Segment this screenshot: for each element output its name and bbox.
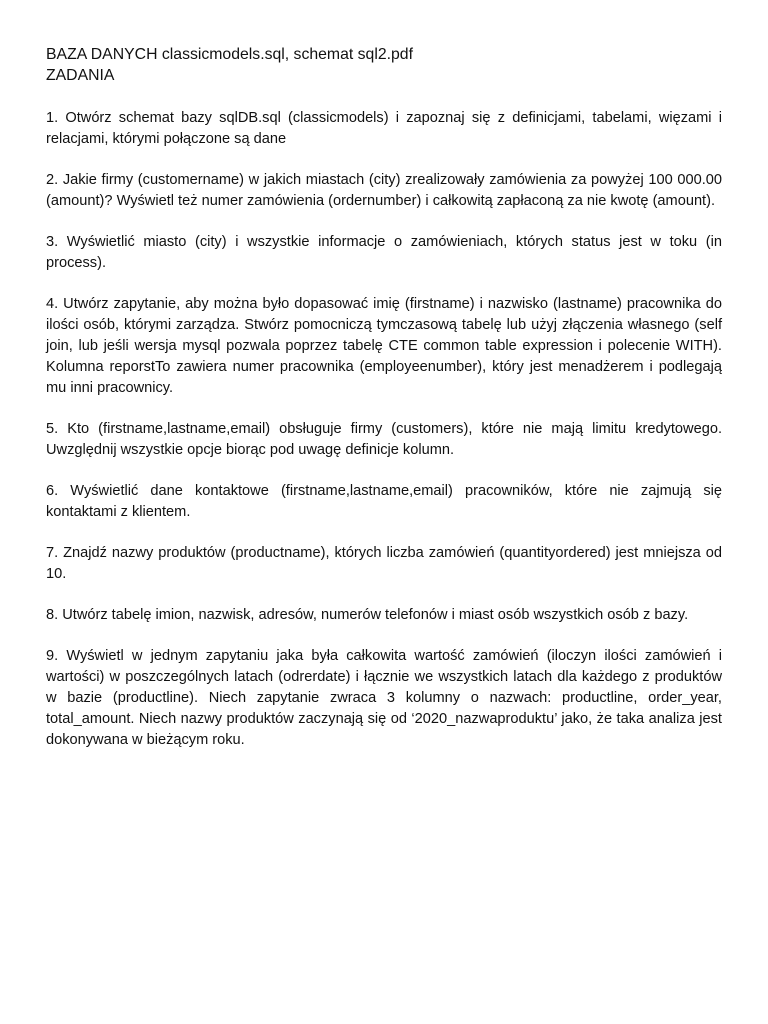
task-8: 8. Utwórz tabelę imion, nazwisk, adresów, numerów telefonów i miast osób wszystkich osób z bazy. [46, 607, 689, 623]
document-page [46, 44, 722, 771]
task-6: 6. Wyświetlić dane kontaktowe (firstname,lastname,email) pracowników, które nie zajmują się kontaktami z klientem. [46, 483, 722, 520]
task-7: 7. Znajdź nazwy produktów (productname), których liczba zamówień (quantityordered) jest mniejsza od 10. [46, 545, 722, 582]
task-4: 4. Utwórz zapytanie, aby można było dopasować imię (firstname) i nazwisko (lastname) pracownika do ilości osób, którymi zarządza. Stwórz pomocniczą tymczasową tabelę lub użyj złączenia własnego (self join, lub jeśli wersja mysql pozwala poprzez tabelę CTE common table expression i polecenie WITH). Kolumna reporstTo zawiera numer pracownika (employeenumber), który jest menadżerem i podlegają mu inni pracownicy. [46, 296, 722, 396]
task-3: 3. Wyświetlić miasto (city) i wszystkie informacje o zamówieniach, których status jest w toku (in process). [46, 234, 722, 271]
task-5: 5. Kto (firstname,lastname,email) obsługuje firmy (customers), które nie mają limitu kredytowego. Uwzględnij wszystkie opcje biorąc pod uwagę definicje kolumn. [46, 421, 722, 458]
document-subtitle: ZADANIA [46, 67, 115, 84]
task-2: 2. Jakie firmy (customername) w jakich miastach (city) zrealizowały zamówienia za powyżej 100 000.00 (amount)? Wyświetl też numer zamówienia (ordernumber) i całkowitą zapłaconą za nie kwotę (amount). [46, 172, 722, 209]
document-header [46, 44, 722, 86]
task-1: 1. Otwórz schemat bazy sqlDB.sql (classicmodels) i zapoznaj się z definicjami, tabelami, więzami i relacjami, którymi połączone są dane [46, 110, 722, 147]
task-9: 9. Wyświetl w jednym zapytaniu jaka była całkowita wartość zamówień (iloczyn ilości zamówień i wartości) w poszczególnych latach (odrerdate) i łącznie we wszystkich latach dla każdego z produktów w bazie (productline). Niech zapytanie zwraca 3 kolumny o nazwach: productline, order_year, total_amount. Niech nazwy produktów zaczynają się od ‘2020_nazwaproduktu’ jako, że taka analiza jest dokonywana w bieżącym roku. [46, 648, 722, 748]
document-title: BAZA DANYCH classicmodels.sql, schemat sql2.pdf [46, 46, 413, 63]
